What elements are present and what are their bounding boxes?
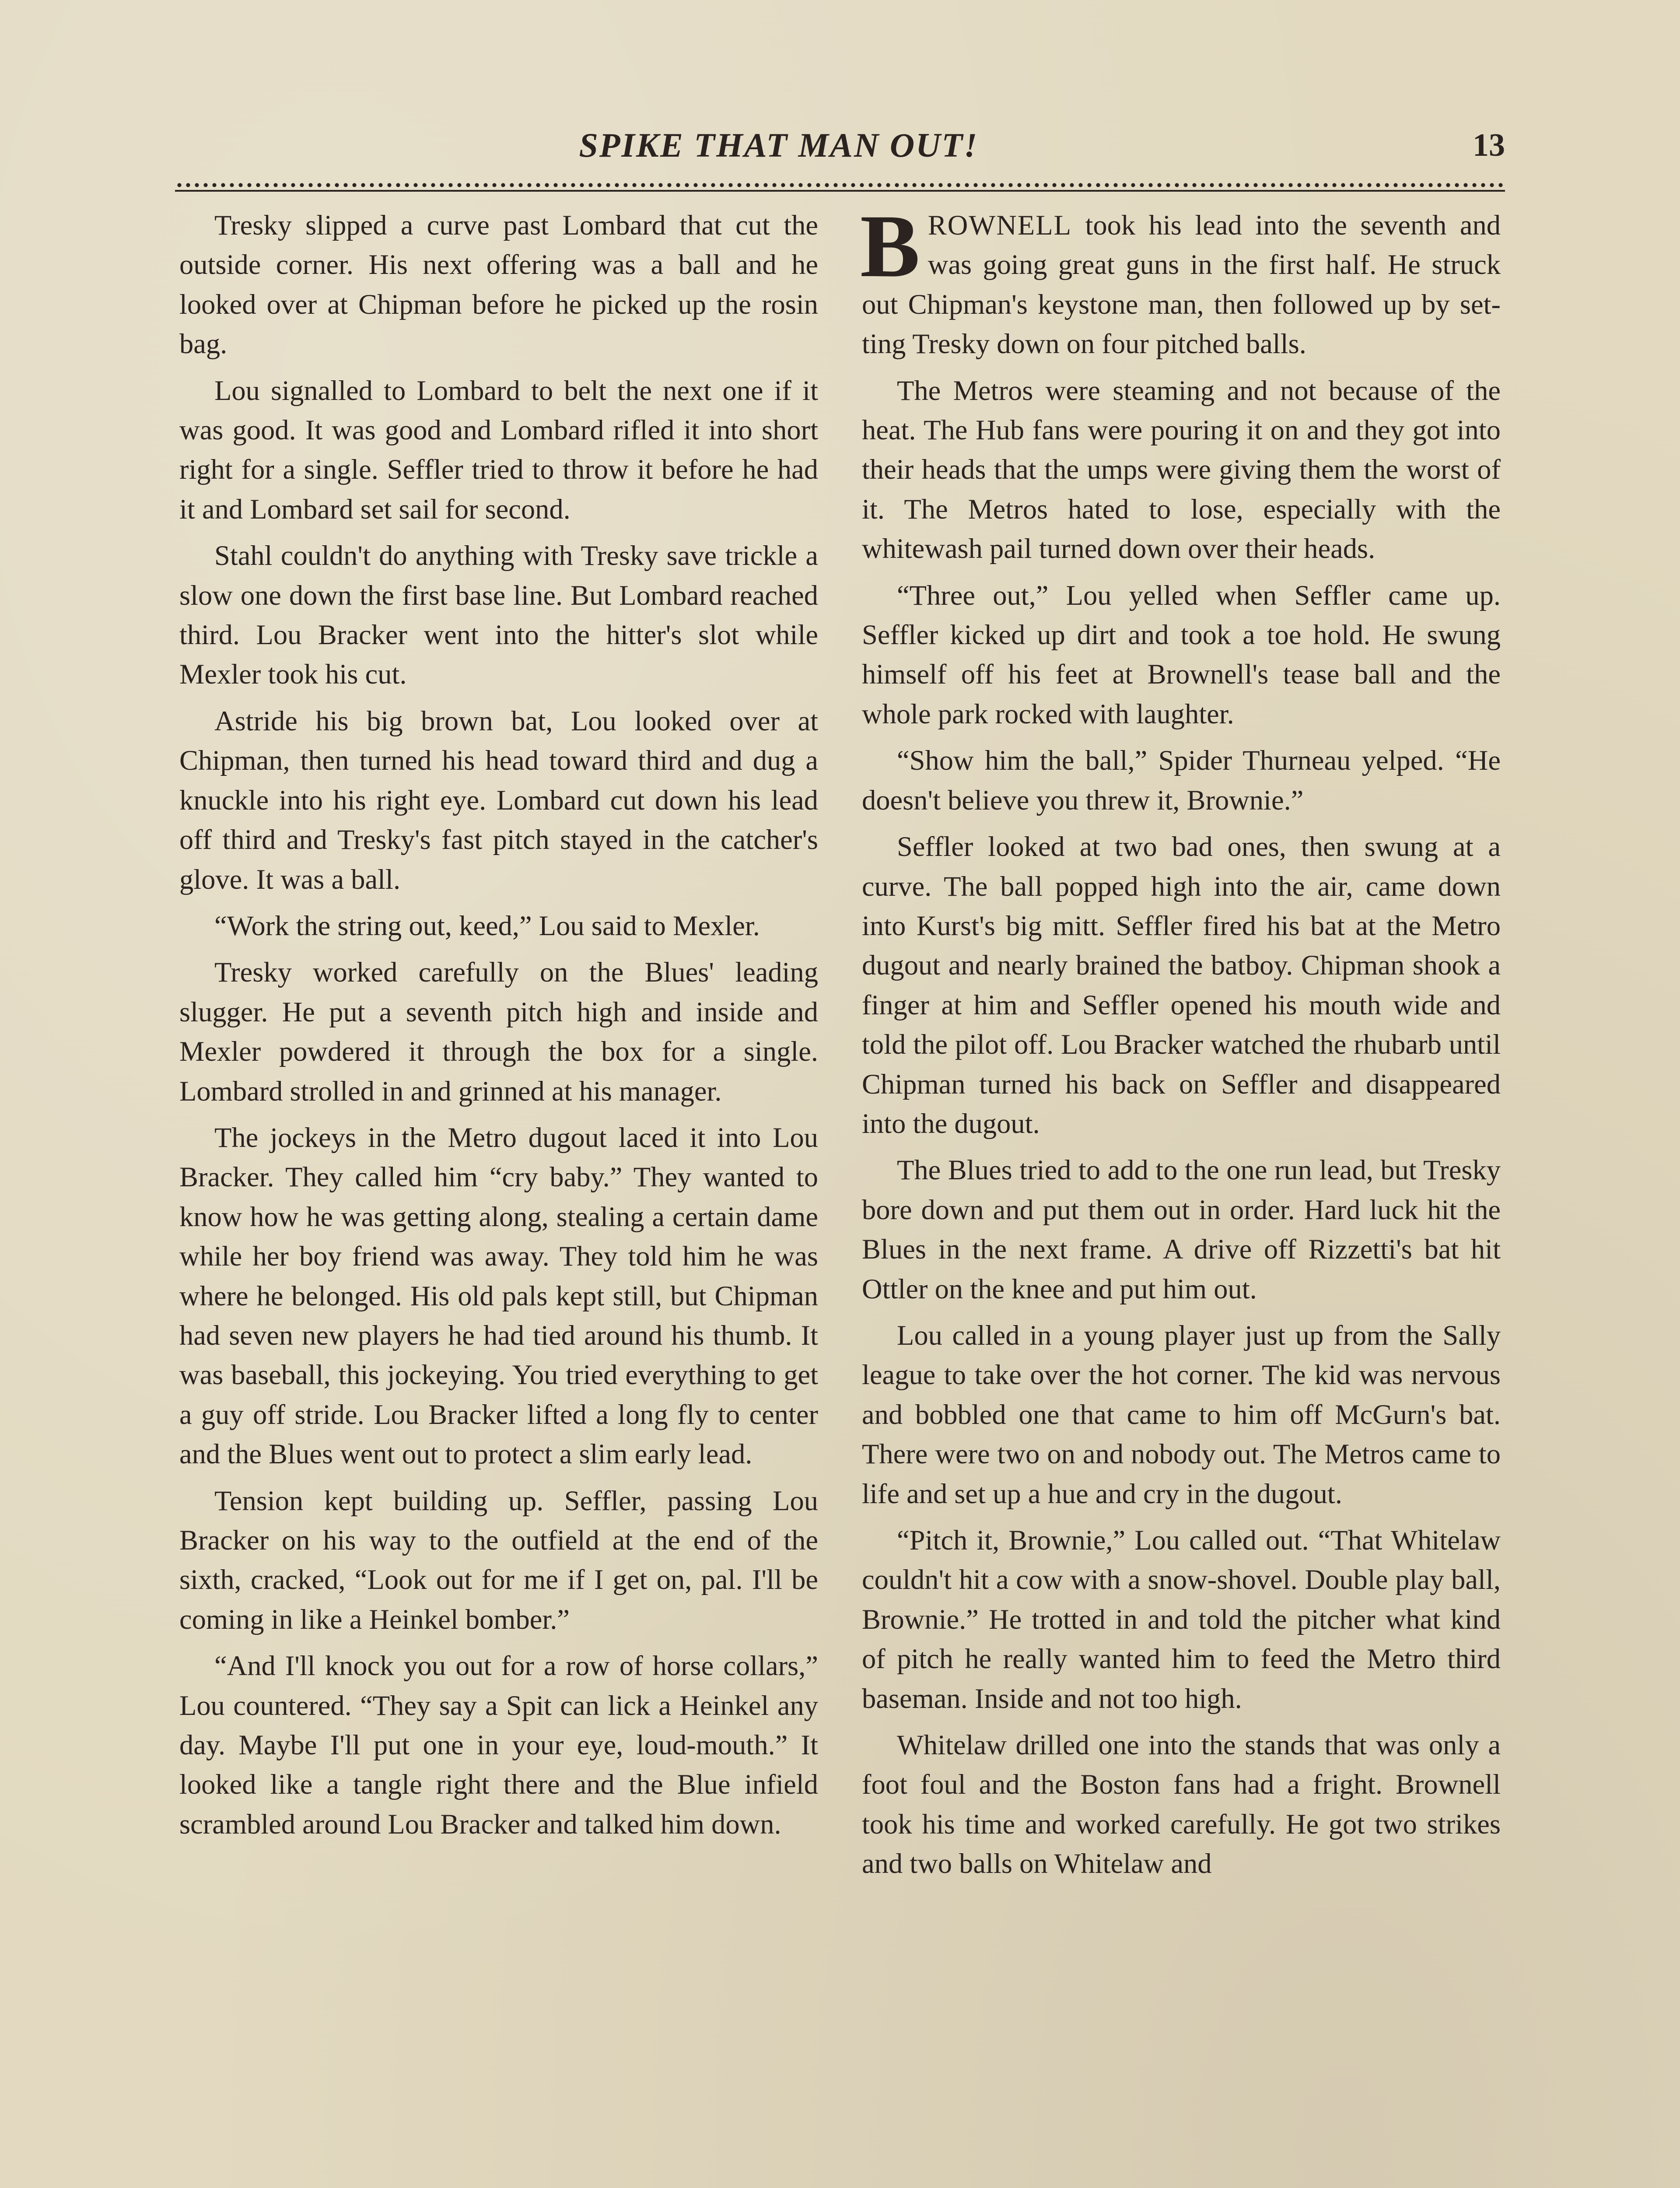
paragraph: “Three out,” Lou yelled when Seffler came up. Seffler kicked up dirt and took a toe hold. He swung himself off his feet at Brownell's tease ball and the whole park rocked with laughter. bbox=[862, 579, 1501, 729]
paragraph: “Pitch it, Brownie,” Lou called out. “That Whitelaw couldn't hit a cow with a snow-shovel. Double play ball, Brownie.” He trotted in and told the pitcher what kind of pitch he really wanted him to feed the Metro third baseman. Inside and not too high. bbox=[862, 1525, 1501, 1714]
paragraph: Seffler looked at two bad ones, then swung at a curve. The ball popped high into the air, came down into Kurst's big mitt. Seffler fired his bat at the Metro dugout and nearly brained the batboy. Chipman shook a finger at him and Seffler opened his mouth wide and told the pilot off. Lou Bracker watched the rhubarb until Chipman turned his back on Seffler and disappeared into the dugout. bbox=[862, 831, 1501, 1139]
paragraph: “Work the string out, keed,” Lou said to Mexler. bbox=[214, 910, 760, 941]
paragraph: The Metros were steaming and not because of the heat. The Hub fans were pouring it on and they got into their heads that the umps were giving them the worst of it. The Metros hated to lose, especially with the whitewash pail turned down over their heads. bbox=[862, 375, 1501, 565]
paragraph: Lou signalled to Lombard to belt the next one if it was good. It was good and Lombard rifled it into short right for a single. Seffler tried to throw it before he had it and Lombard set sail for second. bbox=[179, 375, 818, 525]
drop-cap-word: ROWNELL bbox=[928, 210, 1072, 241]
paragraph: Lou called in a young player just up from the Sally league to take over the hot corner. The kid was nervous and bobbled one that came to him off McGurn's bat. There were two on and nobody out. The Metros came to life and set up a hue and cry in the dugout. bbox=[862, 1319, 1501, 1509]
page-number: 13 bbox=[1473, 127, 1505, 163]
left-column bbox=[179, 206, 818, 1851]
paragraph: “Show him the ball,” Spider Thurneau yelped. “He doesn't believe you threw it, Brownie.” bbox=[862, 745, 1501, 816]
paragraph: The Blues tried to add to the one run lead, but Tresky bore down and put them out in order. Hard luck hit the Blues in the next frame. A drive off Rizzetti's bat hit Ottler on the knee and put him out. bbox=[862, 1154, 1501, 1304]
opening-paragraph-text: took his lead into the seventh and was going great guns in the first half. He struck out Chipman's keystone man, then followed up by setting Tresky down on four pitched balls. bbox=[862, 210, 1501, 360]
story-title: SPIKE THAT MAN OUT! bbox=[579, 126, 979, 164]
running-header bbox=[175, 119, 1505, 172]
paragraph: Whitelaw drilled one into the stands that was only a foot foul and the Boston fans had a fright. Brownell took his time and worked carefully. He got two strikes and two balls on Whitelaw and bbox=[862, 1729, 1501, 1879]
dotted-divider bbox=[175, 180, 1505, 192]
paragraph: The jockeys in the Metro dugout laced it into Lou Bracker. They called him “cry baby.” They wanted to know how he was getting along, stealing a certain dame while her boy friend was away. They told him he was where he belonged. His old pals kept still, but Chipman had seven new players he had tied around his thumb. It was baseball, this jockeying. You tried everything to get a guy off stride. Lou Bracker lifted a long fly to center and the Blues went out to protect a slim early lead. bbox=[179, 1122, 818, 1470]
paragraph: Tresky worked carefully on the Blues' leading slugger. He put a seventh pitch high and inside and Mexler powdered it through the box for a single. Lombard strolled in and grinned at his manager. bbox=[179, 957, 818, 1107]
drop-cap: B bbox=[860, 196, 920, 296]
opening-paragraph bbox=[860, 196, 1501, 364]
paragraph: Tension kept building up. Seffler, passing Lou Bracker on his way to the outfield at the end of the sixth, cracked, “Look out for me if I get on, pal. I'll be coming in like a Heinkel bomber.” bbox=[179, 1485, 818, 1635]
paragraph: Astride his big brown bat, Lou looked over at Chipman, then turned his head toward third and dug a knuckle into his right eye. Lombard cut down his lead off third and Tresky's fast pitch stayed in the catcher's glove. It was a ball. bbox=[179, 705, 818, 895]
paragraph: Tresky slipped a curve past Lombard that cut the outside corner. His next offering was a ball and he looked over at Chipman before he picked up the rosin bag. bbox=[179, 210, 818, 360]
paragraph: “And I'll knock you out for a row of horse collars,” Lou countered. “They say a Spit can lick a Heinkel any day. Maybe I'll put one in your eye, loud-mouth.” It looked like a tangle right there and the Blue infield scrambled around Lou Bracker and talked him down. bbox=[179, 1650, 818, 1840]
right-column bbox=[860, 196, 1501, 1891]
paragraph: Stahl couldn't do anything with Tresky save trickle a slow one down the first base line. But Lombard reached third. Lou Bracker went into the hitter's slot while Mexler took his cut. bbox=[179, 540, 818, 690]
